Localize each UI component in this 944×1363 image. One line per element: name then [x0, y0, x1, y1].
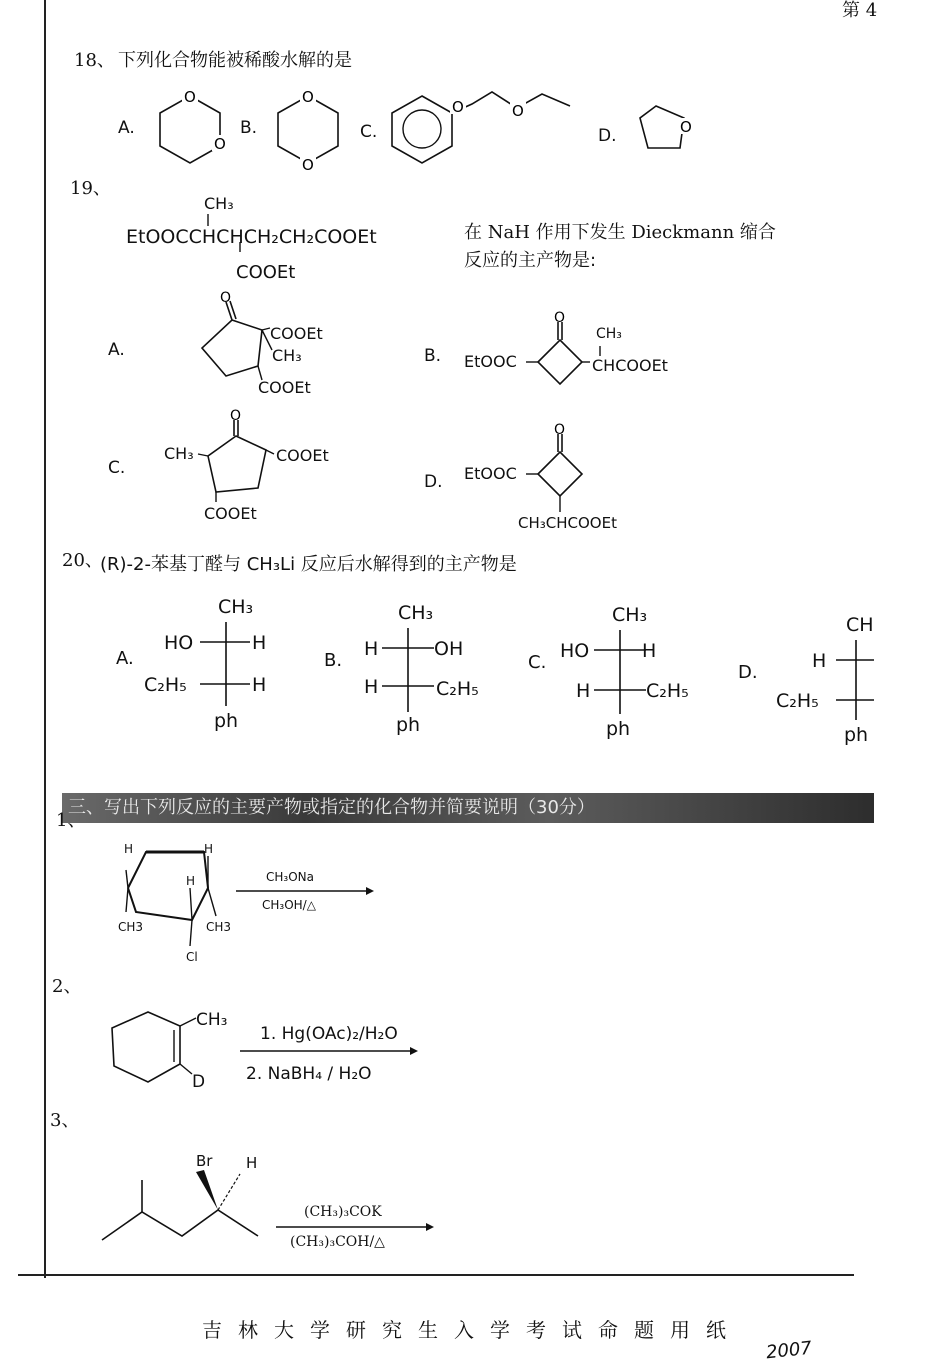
section3-item3-number: 3、 — [50, 1110, 80, 1131]
q20-stem: (R)-2-苯基丁醛与 CH₃Li 反应后水解得到的主产物是 — [100, 554, 517, 575]
q20-option-a: A. — [116, 648, 134, 669]
svg-text:O: O — [554, 422, 566, 438]
q19-stem-line1: 在 NaH 作用下发生 Dieckmann 缩合 — [464, 222, 776, 243]
q18-b-dioxane-1-4-structure — [268, 86, 348, 174]
q20-option-d: D. — [738, 662, 758, 683]
q19-reactant-bonds — [204, 212, 216, 292]
q20-d-top: CH — [846, 614, 874, 636]
q20-a-bottom: ph — [214, 710, 239, 732]
q19-c-label-cooet-1: COOEt — [276, 446, 329, 465]
section3-item3-label-h: H — [246, 1154, 258, 1172]
q19-a-label-ch3: CH₃ — [272, 346, 302, 365]
q19-b-label-ch3: CH₃ — [596, 326, 622, 342]
q20-option-b: B. — [324, 650, 343, 671]
section3-item1-reagent-top: CH₃ONa — [266, 870, 314, 884]
q18-number: 18、 — [74, 50, 115, 71]
section3-item2-reagent-top: 1. Hg(OAc)₂/H₂O — [260, 1024, 398, 1044]
section3-item2-reagent-bottom: 2. NaBH₄ / H₂O — [246, 1064, 372, 1084]
section3-item3-label-br: Br — [196, 1152, 213, 1170]
q20-option-c: C. — [528, 652, 547, 673]
section3-item1-label-h3: H — [186, 874, 196, 888]
q19-b-label-etooc: EtOOC — [464, 352, 517, 371]
svg-text:O: O — [184, 88, 196, 106]
q19-c-label-cooet-2: COOEt — [204, 504, 257, 523]
q19-reactant-main: EtOOCCHCHCH₂CH₂COOEt — [126, 226, 377, 248]
q20-d-bottom: ph — [844, 724, 869, 746]
q20-d-r1-left: H — [812, 650, 827, 672]
q19-a-label-cooet-1: COOEt — [270, 324, 323, 343]
section3-item1-reagent-bottom: CH₃OH/△ — [262, 898, 316, 912]
q20-c-r1-left: HO — [560, 640, 590, 662]
section3-item1-label-ch3-1: CH3 — [118, 920, 144, 934]
section3-item1-label-ch3-2: CH3 — [206, 920, 232, 934]
q20-d-r2-left: C₂H₅ — [776, 690, 819, 712]
svg-text:O: O — [452, 98, 464, 116]
q20-a-r2-right: H — [252, 674, 267, 696]
q20-a-r2-left: C₂H₅ — [144, 674, 187, 696]
q18-stem: 下列化合物能被稀酸水解的是 — [118, 50, 352, 71]
q19-d-label-etooc: EtOOC — [464, 464, 517, 483]
svg-text:O: O — [680, 118, 692, 136]
q18-option-b: B. — [240, 118, 258, 138]
q18-option-c: C. — [360, 122, 378, 142]
q19-option-d: D. — [424, 472, 443, 492]
section3-item2-label-ch3: CH₃ — [196, 1010, 228, 1030]
q19-b-label-chcooet: CHCOOEt — [592, 356, 668, 375]
q20-a-r1-left: HO — [164, 632, 194, 654]
q20-a-r1-right: H — [252, 632, 267, 654]
q19-option-b: B. — [424, 346, 442, 366]
q20-a-top: CH₃ — [218, 596, 254, 618]
q18-a-dioxane-1-3-structure — [150, 86, 230, 166]
q18-option-a: A. — [118, 118, 135, 138]
svg-text:O: O — [230, 408, 242, 424]
q19-b-cyclobutanone-structure — [524, 300, 624, 400]
section3-item3-reagent-top: (CH₃)₃COK — [304, 1204, 382, 1220]
footer-handwritten-note: 2007 — [765, 1337, 813, 1363]
q20-b-r1-left: H — [364, 638, 379, 660]
page-frame-bottom — [18, 1274, 854, 1276]
q19-c-label-ch3: CH₃ — [164, 444, 194, 463]
q20-c-r1-right: H — [642, 640, 657, 662]
page-frame-left — [44, 0, 46, 1278]
q19-number: 19、 — [70, 178, 111, 199]
q20-c-r2-left: H — [576, 680, 591, 702]
q19-option-c: C. — [108, 458, 126, 478]
q19-option-a: A. — [108, 340, 125, 360]
section3-item1-arrow — [236, 884, 376, 898]
footer-title: 吉林大学研究生入学考试命题用纸 — [202, 1318, 742, 1342]
q19-stem-line2: 反应的主产物是: — [464, 250, 597, 271]
q20-b-r2-left: H — [364, 676, 379, 698]
q20-b-r1-right: OH — [434, 638, 464, 660]
svg-text:O: O — [214, 135, 226, 153]
section3-item2-arrow — [240, 1044, 420, 1058]
section3-item1-label-h2: H — [204, 842, 214, 856]
svg-text:O: O — [554, 310, 566, 326]
svg-text:O: O — [220, 290, 232, 306]
section3-item3-arrow — [276, 1220, 436, 1234]
q19-d-label-chcooet: CH₃CHCOOEt — [518, 514, 617, 532]
section3-item1-label-h1: H — [124, 842, 134, 856]
q19-a-label-cooet-2: COOEt — [258, 378, 311, 397]
q20-b-top: CH₃ — [398, 602, 434, 624]
svg-text:O: O — [302, 156, 314, 174]
q20-b-r2-right: C₂H₅ — [436, 678, 479, 700]
svg-text:O: O — [302, 88, 314, 106]
section3-item2-label-d: D — [192, 1072, 206, 1092]
q18-option-d: D. — [598, 126, 617, 146]
q20-c-r2-right: C₂H₅ — [646, 680, 689, 702]
q18-c-phenyl-ether-structure — [382, 86, 582, 166]
section3-item1-number: 1、 — [56, 810, 86, 831]
section3-item2-number: 2、 — [52, 976, 82, 997]
q20-c-bottom: ph — [606, 718, 631, 740]
q20-c-top: CH₃ — [612, 604, 648, 626]
q19-reactant-cooet: COOEt — [236, 262, 296, 283]
section3-item3-reagent-bottom: (CH₃)₃COH/△ — [290, 1234, 385, 1250]
q20-d-fischer-lines — [826, 632, 876, 732]
section3-item1-label-cl: Cl — [186, 950, 198, 964]
q18-d-thf-structure — [634, 98, 704, 158]
q19-reactant-ch3: CH₃ — [204, 194, 234, 213]
q20-number: 20、 — [62, 550, 103, 571]
page-number: 第 4 — [842, 0, 878, 21]
q20-b-bottom: ph — [396, 714, 421, 736]
q19-d-cyclobutanone-structure — [524, 414, 624, 524]
section3-title: 三、写出下列反应的主要产物或指定的化合物并简要说明（30分） — [62, 793, 874, 823]
svg-text:O: O — [512, 102, 524, 120]
